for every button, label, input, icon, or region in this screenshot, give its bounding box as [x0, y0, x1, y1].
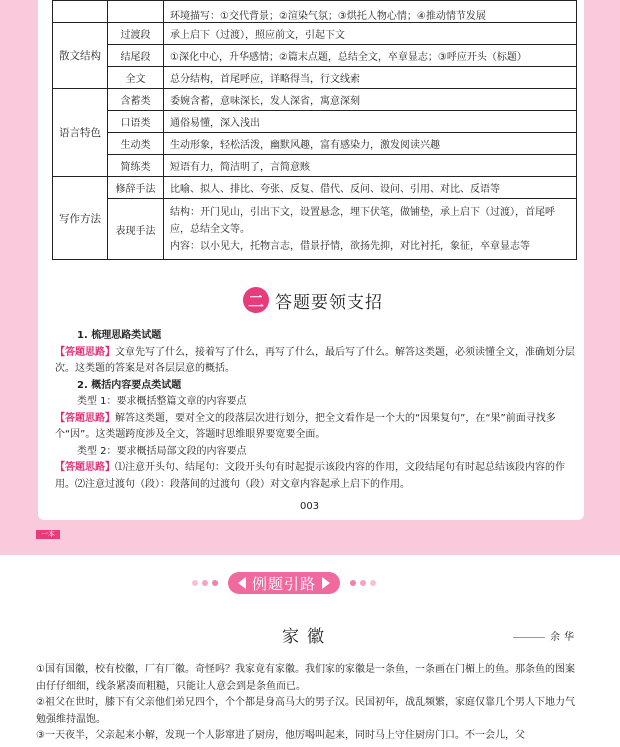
- table-text-cell: 承上启下（过渡），照应前文，引起下文: [164, 23, 577, 45]
- table-row: [53, 177, 577, 199]
- table-sub-cell: 结尾段: [108, 45, 164, 67]
- arrow-right-icon: [322, 577, 330, 589]
- table-row: [53, 111, 577, 133]
- item2-title: 2. 概括内容要点类试题: [77, 379, 182, 391]
- table-category-cell: [53, 1, 108, 23]
- corner-tab: 一本: [36, 530, 60, 539]
- type1-title: 类型 1：要求概括整篇文章的内容要点: [77, 396, 247, 407]
- essay-paragraph-1: ①国有国徽，校有校徽，厂有厂徽。奇怪吗？我家竟有家徽。我们家的家徽是一条鱼，一条画在门楣上的鱼。那条鱼的图案由仔仔细细，线条紧凑而粗糙，只能让人意会到是条鱼而已。: [36, 664, 575, 692]
- item1-body: 【答题思路】文章先写了什么，接着写了什么，再写了什么，最后写了什么。解答这类题，必须读懂全文，准确划分层次。这类题的答案是对各层层意的概括。: [55, 346, 575, 374]
- table-sub-cell: 生动类: [108, 133, 164, 155]
- table-sub-cell: 简练类: [108, 155, 164, 177]
- type2-body: 【答题思路】⑴注意开头句、结尾句：文段开头句有时起提示该段内容的作用，文段结尾句有时起总结该段内容的作用。⑵注意过渡句（段）：段落间的过渡句（段）对文章内容起承上启下的作用。: [55, 462, 565, 490]
- table-text-cell: 通俗易懂，深入浅出: [164, 111, 577, 133]
- table-row: [53, 45, 577, 67]
- technique-content-text: 内容：以小见大，托物言志，借景抒情，欲扬先抑，对比衬托，象征，卒章显志等: [170, 240, 530, 252]
- essay-paragraph-3: ③一天夜半，父亲起来小解，发现一个人影窜进了厨房，他厉喝叫起来，同时马上守住厨房门口。不一会儿，父: [36, 730, 525, 741]
- table-sub-cell: 修辞手法: [108, 177, 164, 199]
- type2-title: 类型 2：要求概括局部文段的内容要点: [77, 445, 247, 457]
- table-row: [53, 155, 577, 177]
- table-row: [53, 23, 577, 45]
- banner-pill: [228, 572, 340, 594]
- dot-icon: [350, 580, 356, 586]
- table-text-cell: 比喻、拟人、排比、夸张、反复、借代、反问、设问、引用、对比、反语等: [164, 177, 577, 199]
- essay-body: [36, 662, 584, 745]
- arrow-left-icon: [238, 577, 246, 589]
- dot-icon: [370, 580, 376, 586]
- table-text-cell: 短语有力，简洁明了，言简意赅: [164, 155, 577, 177]
- example-banner: [190, 572, 378, 594]
- table-row: [53, 199, 577, 260]
- technique-structure-text: 结构：开门见山，引出下文，设置悬念，埋下伏笔，做铺垫，承上启下（过渡），首尾呼应，总结全文等。: [170, 206, 555, 235]
- table-sub-cell: [108, 1, 164, 23]
- table-text-cell: 委婉含蓄，意味深长，发人深省，寓意深刻: [164, 89, 577, 111]
- table-row: [53, 133, 577, 155]
- essay-paragraph-2: ②祖父在世时，膝下有父亲他们弟兄四个，个个都是身高马大的男子汉。民国初年，战乱频繁，家庭仅靠几个男人下地力气勉强维持温饱。: [36, 697, 575, 725]
- dot-icon: [212, 580, 218, 586]
- table-row: [53, 67, 577, 89]
- dot-icon: [192, 580, 198, 586]
- essay-author: 余华: [550, 632, 578, 643]
- section-title: 答题要领支招: [275, 292, 383, 313]
- guide-block: [55, 328, 580, 493]
- table-row: [53, 89, 577, 111]
- answer-tag: 【答题思路】: [55, 346, 115, 358]
- table-sub-cell: 过渡段: [108, 23, 164, 45]
- table-text-cell: 环境描写：①交代背景；②渲染气氛；③烘托人物心情；④推动情节发展: [164, 1, 577, 23]
- table-row: [53, 1, 577, 23]
- table-category-structure: 散文结构: [53, 23, 108, 89]
- dot-icon: [202, 580, 208, 586]
- essay-title: 家徽: [282, 627, 332, 647]
- page-number: 003: [300, 501, 320, 512]
- banner-label: 例题引路: [252, 574, 317, 593]
- table-text-cell: 生动形象，轻松活泼，幽默风趣，富有感染力，激发阅读兴趣: [164, 133, 577, 155]
- table-category-language: 语言特色: [53, 89, 108, 177]
- table-text-cell: ①深化中心，升华感情；②篇末点题，总结全文，卒章显志；③呼应开头（标题）: [164, 45, 577, 67]
- dot-icon: [360, 580, 366, 586]
- type1-body: 【答题思路】解答这类题，要对全文的段落层次进行划分，把全文看作是一个大的“因果复句”，在“果”前面寻找多个“因”。这类题跨度涉及全文，答题时思维眼界要宽要全面。: [55, 412, 556, 440]
- knowledge-table: [52, 0, 577, 260]
- table-sub-cell: 含蓄类: [108, 89, 164, 111]
- table-sub-cell: 全文: [108, 67, 164, 89]
- table-sub-cell: 口语类: [108, 111, 164, 133]
- table-text-cell: [164, 199, 577, 260]
- answer-tag: 【答题思路】: [55, 462, 115, 473]
- table-text-cell: 总分结构，首尾呼应，详略得当，行文线索: [164, 67, 577, 89]
- item1-title: 1. 梳理思路类试题: [77, 330, 162, 341]
- section-number-badge: 二: [243, 287, 269, 313]
- author-divider: [513, 637, 545, 638]
- answer-tag: 【答题思路】: [55, 412, 115, 424]
- section-heading: [243, 287, 383, 313]
- table-category-writing: 写作方法: [53, 177, 108, 260]
- table-sub-cell: 表现手法: [108, 199, 164, 260]
